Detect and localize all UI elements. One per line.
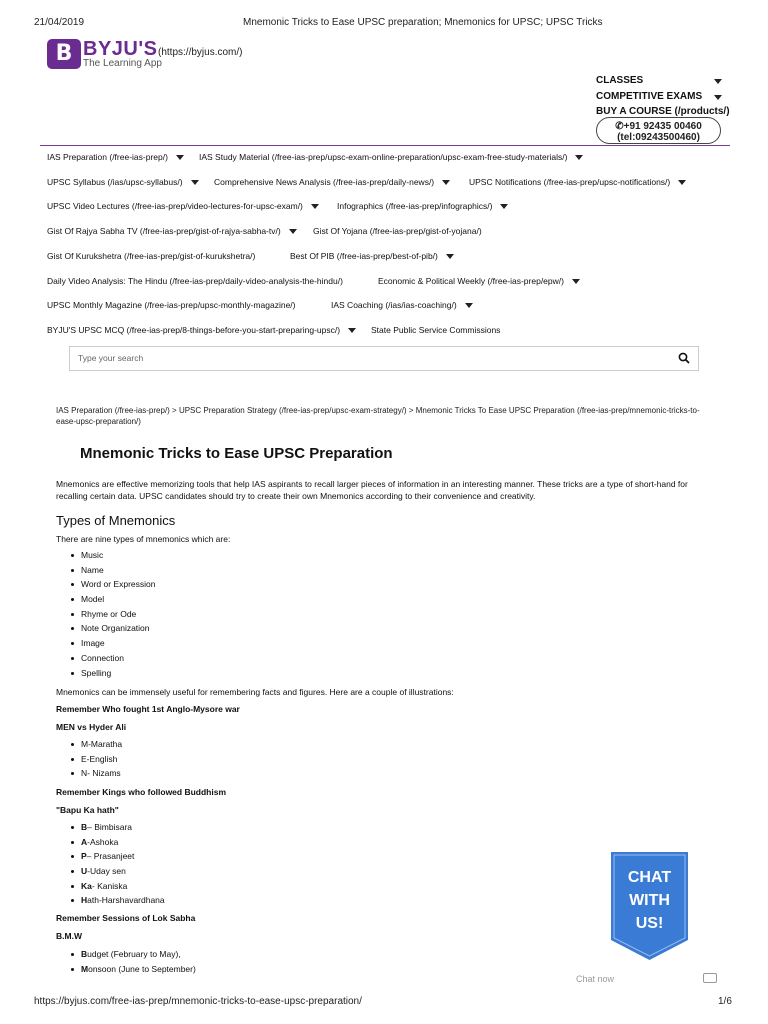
breadcrumb[interactable]: IAS Preparation (/free-ias-prep/) > UPSC Preparation Strategy (/free-ias-prep/upsc-exam-strategy/) > Mnemonic Tricks To Ease UPSC Preparation (/free-ias-prep/mnemonic-tricks-to-ease-upsc-preparation/) [56, 406, 700, 426]
nav-gist-rajya-sabha[interactable] [47, 226, 297, 236]
chat-badge-line1: CHAT [627, 869, 672, 886]
byjus-logo-icon[interactable]: B [47, 39, 81, 69]
mnemonic-meaning: – Bimbisara [87, 822, 133, 832]
nav-upsc-mcq[interactable] [47, 325, 356, 335]
chat-window-icon[interactable] [703, 973, 717, 983]
mnemonic-meaning: ath-Harshavardhana [87, 895, 165, 906]
menu-exams-label: COMPETITIVE EXAMS [596, 91, 703, 102]
mnemonic-letter: Ka [81, 880, 92, 891]
logo-name[interactable]: BYJU'S [83, 38, 158, 60]
nav-state-psc[interactable]: State Public Service Commissions [371, 325, 501, 335]
illustrations-intro: Mnemonics can be immensely useful for remembering facts and figures. Here are a couple of illustrations: [56, 687, 454, 697]
menu-classes[interactable] [596, 75, 643, 86]
example2-mnemonic: "Bapu Ka hath" [56, 805, 119, 815]
nav-label: Infographics (/free-ias-prep/infographics/) [337, 201, 493, 211]
list-item: Image [81, 636, 155, 651]
nav-news-analysis[interactable] [214, 177, 450, 187]
nav-upsc-syllabus[interactable] [47, 177, 199, 187]
nav-label: IAS Preparation (/free-ias-prep/) [47, 152, 168, 162]
mnemonic-letter: P [81, 851, 87, 862]
logo-url[interactable]: (https://byjus.com/) [158, 47, 243, 58]
chevron-down-icon[interactable] [714, 95, 722, 100]
mnemonic-letter: B [81, 949, 88, 959]
chat-with-us-button[interactable] [611, 852, 688, 960]
chevron-down-icon[interactable] [575, 155, 583, 160]
list-item [81, 849, 165, 864]
print-date: 21/04/2019 [34, 17, 85, 28]
example3-list [81, 947, 196, 976]
chevron-down-icon[interactable] [500, 204, 508, 209]
list-item [81, 879, 165, 894]
chevron-down-icon[interactable] [714, 79, 722, 84]
chevron-down-icon[interactable] [191, 180, 199, 185]
list-item: Word or Expression [81, 577, 155, 592]
example1-heading: Remember Who fought 1st Anglo-Mysore war [56, 704, 240, 714]
nav-ias-coaching[interactable] [331, 300, 473, 310]
phone-number: +91 92435 00460 [623, 121, 702, 132]
mnemonic-letter: U [81, 866, 88, 877]
chevron-down-icon[interactable] [289, 229, 297, 234]
mnemonic-meaning: onsoon (June to September) [88, 963, 196, 974]
mnemonic-letter: B [81, 822, 88, 832]
types-intro: There are nine types of mnemonics which are: [56, 534, 231, 544]
list-item: N- Nizams [81, 766, 122, 781]
chevron-down-icon[interactable] [311, 204, 319, 209]
chevron-down-icon[interactable] [446, 254, 454, 259]
search-input[interactable] [69, 346, 699, 371]
nav-label: UPSC Syllabus (/ias/upsc-syllabus/) [47, 177, 183, 187]
chevron-down-icon[interactable] [678, 180, 686, 185]
nav-gist-yojana[interactable]: Gist Of Yojana (/free-ias-prep/gist-of-yojana/) [313, 226, 482, 236]
chat-now-label[interactable]: Chat now [576, 974, 615, 984]
list-item: Music [81, 548, 155, 563]
list-item: Name [81, 563, 155, 578]
search-icon[interactable] [678, 352, 690, 364]
nav-label: UPSC Notifications (/free-ias-prep/upsc-notifications/) [469, 177, 671, 187]
nav-label: BYJU'S UPSC MCQ (/free-ias-prep/8-things-before-you-start-preparing-upsc/) [47, 325, 341, 335]
mnemonic-meaning: udget (February to May), [87, 949, 181, 959]
mnemonic-meaning: - Kaniska [91, 880, 128, 891]
mnemonic-letter: M [81, 963, 89, 974]
list-item [81, 820, 165, 835]
list-item: E-English [81, 752, 122, 767]
list-item [81, 962, 196, 977]
nav-infographics[interactable] [337, 201, 508, 211]
nav-ias-preparation[interactable] [47, 152, 184, 162]
print-title: Mnemonic Tricks to Ease UPSC preparation; Mnemonics for UPSC; UPSC Tricks [243, 17, 603, 28]
phone-icon: ✆ [615, 121, 624, 132]
example3-mnemonic: B.M.W [56, 931, 82, 941]
nav-gist-kurukshetra[interactable]: Gist Of Kurukshetra (/free-ias-prep/gist-of-kurukshetra/) [47, 251, 256, 261]
types-heading: Types of Mnemonics [56, 513, 176, 528]
nav-video-lectures[interactable] [47, 201, 319, 211]
list-item: Connection [81, 651, 155, 666]
nav-label: Economic & Political Weekly (/free-ias-prep/epw/) [378, 276, 564, 286]
logo-tagline: The Learning App [83, 58, 162, 69]
chevron-down-icon[interactable] [348, 328, 356, 333]
intro-paragraph: Mnemonics are effective memorizing tools that help IAS aspirants to recall larger pieces of information in an interesting manner. These tricks are a type of short-hand for recalling certain data. UPSC candidates should try to create their own Mnemonics according to their convenience and creativity. [56, 479, 688, 501]
mnemonic-letter: H [81, 895, 88, 906]
header-divider [40, 145, 730, 146]
chevron-down-icon[interactable] [572, 279, 580, 284]
list-item: Spelling [81, 666, 155, 681]
menu-buy-course[interactable]: BUY A COURSE (/products/) [596, 106, 730, 117]
footer-url: https://byjus.com/free-ias-prep/mnemonic-tricks-to-ease-upsc-preparation/ [34, 996, 362, 1007]
phone-tel: (tel:09243500460) [617, 132, 700, 143]
list-item [81, 835, 165, 850]
nav-label: IAS Study Material (/free-ias-prep/upsc-exam-online-preparation/upsc-exam-free-study-materials/) [199, 152, 568, 162]
phone-button[interactable] [596, 117, 721, 144]
nav-best-of-pib[interactable] [290, 251, 454, 261]
nav-monthly-magazine[interactable]: UPSC Monthly Magazine (/free-ias-prep/upsc-monthly-magazine/) [47, 300, 296, 310]
menu-competitive-exams[interactable] [596, 91, 702, 102]
list-item [81, 947, 196, 962]
chat-badge-line3: US! [635, 915, 664, 932]
nav-label: Best Of PIB (/free-ias-prep/best-of-pib/) [290, 251, 438, 261]
example1-mnemonic: MEN vs Hyder Ali [56, 722, 127, 732]
list-item: Rhyme or Ode [81, 607, 155, 622]
list-item [81, 893, 165, 908]
list-item: M-Maratha [81, 737, 122, 752]
page-title: Mnemonic Tricks to Ease UPSC Preparation [80, 445, 393, 462]
example2-list [81, 820, 165, 908]
chevron-down-icon[interactable] [465, 303, 473, 308]
chevron-down-icon[interactable] [442, 180, 450, 185]
nav-label: Gist Of Rajya Sabha TV (/free-ias-prep/gist-of-rajya-sabha-tv/) [47, 226, 281, 236]
nav-label: IAS Coaching (/ias/ias-coaching/) [331, 300, 457, 310]
nav-ias-study-material[interactable] [199, 152, 583, 162]
mnemonic-letter: A [81, 836, 88, 847]
chevron-down-icon[interactable] [176, 155, 184, 160]
mnemonic-meaning: -Uday sen [87, 866, 126, 877]
nav-label: Comprehensive News Analysis (/free-ias-prep/daily-news/) [214, 177, 435, 187]
mnemonic-meaning: -Ashoka [87, 836, 119, 847]
list-item [81, 864, 165, 879]
page-number: 1/6 [718, 996, 732, 1007]
example3-heading: Remember Sessions of Lok Sabha [56, 913, 196, 923]
types-list [81, 548, 155, 680]
list-item: Model [81, 592, 155, 607]
nav-daily-video-analysis[interactable]: Daily Video Analysis: The Hindu (/free-ias-prep/daily-video-analysis-the-hindu/) [47, 276, 343, 286]
nav-epw[interactable] [378, 276, 580, 286]
nav-label: UPSC Video Lectures (/free-ias-prep/video-lectures-for-upsc-exam/) [47, 201, 303, 211]
menu-classes-label: CLASSES [596, 75, 644, 86]
nav-upsc-notifications[interactable] [469, 177, 686, 187]
list-item: Note Organization [81, 621, 155, 636]
search-placeholder: Type your search [78, 353, 144, 363]
example2-heading: Remember Kings who followed Buddhism [56, 787, 227, 797]
mnemonic-meaning: – Prasanjeet [86, 851, 135, 862]
chat-badge-line2: WITH [629, 892, 670, 909]
example1-list [81, 737, 122, 781]
